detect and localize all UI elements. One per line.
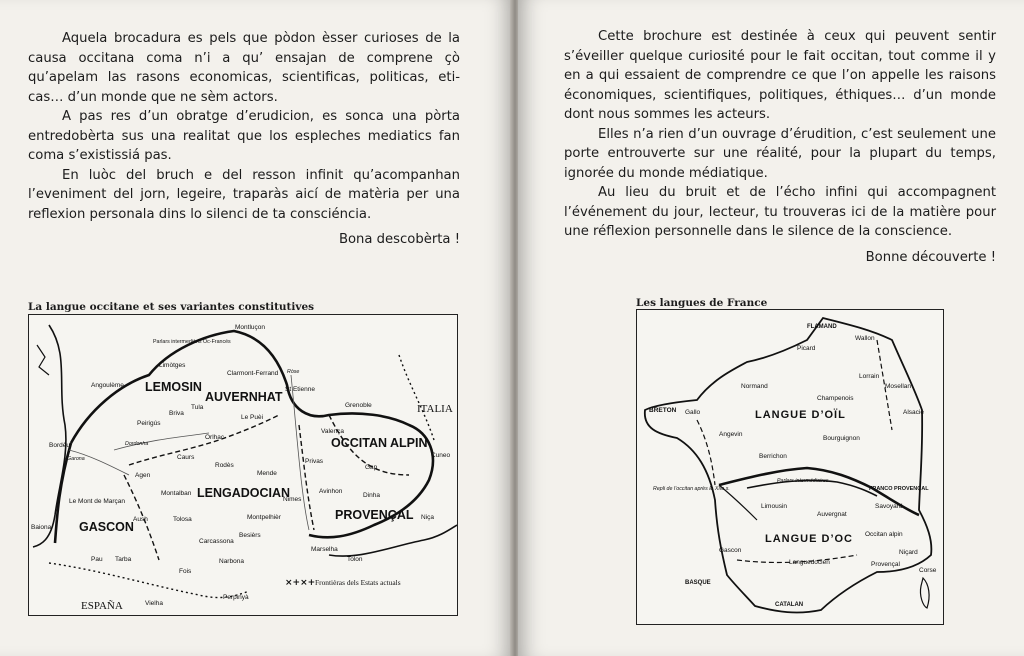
city-agen: Agen — [135, 472, 151, 479]
city-orlhac: Orlhac — [205, 434, 225, 441]
dialect-alsacien: Alsacie — [903, 409, 924, 416]
river-rose — [291, 375, 309, 530]
parlars-intermediaris: Parlars intermediàris Oc-Francés — [153, 339, 231, 345]
dialect-lorrain: Lorrain — [859, 373, 880, 380]
dialect-gascon: Gascon — [719, 547, 742, 554]
city-valenca: Valença — [321, 428, 345, 435]
city-bordeu: Bordèu — [49, 442, 70, 449]
atlantic-coast — [33, 325, 66, 547]
dialect-franco-provencal: FRANCO PROVENÇAL — [869, 486, 929, 492]
dialect-basque: BASQUE — [685, 580, 711, 586]
region-occitan-alpin: OCCITAN ALPIN — [331, 436, 428, 450]
region-gascon: GASCON — [79, 520, 134, 534]
city-vielha: Vielha — [145, 600, 163, 607]
city-montlucon: Montluçon — [235, 324, 265, 331]
left-paragraph-1: Aquela brocadura es pels que pòdon èsser curioses de la causa occitana coma n’i a qu’ ensajan de comprene çò qu’apelam las rasons economicas, scientificas, politicas, eti-cas… d’un monde que ne sèm actors. — [28, 31, 460, 105]
island-outline — [37, 345, 49, 375]
city-fois: Fois — [179, 568, 192, 575]
city-perpinya: Perpinyà — [223, 594, 249, 601]
region-auvernhat: AUVERNHAT — [205, 390, 283, 404]
dialect-wallon: Wallon — [855, 335, 875, 342]
city-mont-de-marcan: Le Mont de Marçan — [69, 498, 126, 505]
repli-note: Repli de l’occitan après le XIIe s. — [653, 486, 730, 492]
dialect-provencal: Provençal — [871, 561, 900, 568]
right-paragraph-2: Elles n’a rien d’un ouvrage d’érudition, c’est seulement une porte entrouverte sur une réalité, pour la plupart du temps, ignorée du monde médiatique. — [564, 126, 996, 181]
city-briva: Briva — [169, 410, 184, 417]
dialect-champenois: Champenois — [817, 395, 854, 402]
parlers-intermediaires: Parlers intermédiaires — [777, 478, 829, 484]
occitan-map-graphic — [29, 315, 457, 615]
city-pau: Pau — [91, 556, 103, 563]
city-privas: Privas — [305, 458, 324, 465]
dialect-mosellan: Mosellan — [885, 383, 912, 390]
left-paragraph-3: En luòc del bruch e del resson infinit qu’acompanhan l’eveniment del jorn, legeire, traparàs aicí de matèria per una reflexion personala dins lo silenci de ta consciéncia. — [28, 167, 460, 222]
france-outline — [645, 318, 932, 613]
dialect-catalan: CATALAN — [775, 602, 804, 608]
italian-border — [399, 355, 434, 440]
city-tolon: Tolon — [347, 556, 363, 563]
legend-border-symbol: ×+×+ — [285, 578, 316, 588]
city-narbona: Narbona — [219, 558, 244, 565]
dialect-languedocien: Languedocien — [789, 559, 830, 566]
city-grenoble: Grenoble — [345, 402, 372, 409]
lang-oc: LANGUE D’OC — [765, 533, 853, 545]
dialect-corse: Corse — [919, 567, 937, 574]
dialect-berrichon: Berrichon — [759, 453, 787, 460]
city-limotges: Limòtges — [159, 362, 186, 369]
breton-border — [697, 420, 715, 485]
corsica-outline — [920, 578, 929, 608]
city-montpelhier: Montpelhièr — [247, 514, 281, 521]
dialect-auvergnat: Auvergnat — [817, 511, 847, 518]
label-italia: ITALIA — [417, 403, 453, 415]
city-baiona: Baiona — [31, 524, 52, 531]
occitan-limit — [71, 331, 433, 537]
right-paragraph-1: Cette brochure est destinée à ceux qui peuvent sentir s’éveiller quelque curiosité pour le fait occitan, tout comme il y en a qui essaient de comprendre ce que l’on appelle les raisons économiques, scientifiques, politiques, éthiques… d’un monde dont nous sommes les acteurs. — [564, 29, 996, 122]
right-page — [518, 0, 1024, 656]
mediterranean-coast — [329, 525, 457, 556]
dialect-nicard: Niçard — [899, 549, 918, 556]
label-espana: ESPAÑA — [81, 600, 123, 612]
city-labels — [31, 324, 451, 607]
city-tula: Tula — [191, 404, 204, 411]
city-dinha: Dinha — [363, 492, 380, 499]
city-avinhon: Avinhon — [319, 488, 343, 495]
left-map-title: La langue occitane et ses variantes constitutives — [28, 301, 315, 313]
dialect-normand: Normand — [741, 383, 768, 390]
city-clarmont: Clarmont-Ferrand — [227, 370, 279, 377]
city-tolosa: Tolosa — [173, 516, 192, 523]
city-tarba: Tarba — [115, 556, 132, 563]
river-garona — [69, 450, 129, 475]
city-aush: Aush — [133, 516, 148, 523]
city-carcassona: Carcassona — [199, 538, 234, 545]
left-signoff: Bona descobèrta ! — [338, 232, 460, 247]
dialect-labels — [649, 324, 937, 608]
legend-text: Frontièras dels Estats actuals — [315, 578, 401, 587]
right-page-text — [564, 27, 996, 267]
city-le-puei: Le Puèi — [241, 414, 264, 421]
lang-oil: LANGUE D’OÏL — [755, 409, 846, 421]
city-peirigus: Peirigús — [137, 420, 161, 427]
city-caurs: Caurs — [177, 454, 195, 461]
city-marselha: Marselha — [311, 546, 338, 553]
right-paragraph-3: Au lieu du bruit et de l’écho infini qui accompagnent l’événement du jour, lecteur, tu trouveras ici de la matière pour une réflexion personnelle dans le silence de la conscience. — [564, 185, 996, 239]
dialect-limousin: Limousin — [761, 503, 788, 510]
city-mende: Mende — [257, 470, 277, 477]
label-rose: Ròse — [287, 369, 300, 375]
city-nimes: Nimes — [283, 496, 302, 503]
dialect-flamand: FLAMAND — [807, 324, 837, 330]
city-nica: Niça — [421, 514, 435, 521]
right-signoff: Bonne découverte ! — [865, 249, 996, 265]
france-languages-map — [636, 309, 944, 625]
dialect-angevin: Angevin — [719, 431, 743, 438]
city-cuneo: Cuneo — [431, 452, 451, 459]
left-page-text — [28, 29, 460, 250]
france-map-graphic — [637, 310, 943, 624]
dialect-bourguignon: Bourguignon — [823, 435, 860, 442]
dialect-gallo: Gallo — [685, 409, 701, 416]
occitan-map — [28, 314, 458, 616]
spanish-border — [49, 563, 249, 598]
left-paragraph-2: A pas res d’un obratge d’erudicion, es sonca una pòrta entredobèrta sus una realitat que los espleches mediatics fan coma s’existissiá pas. — [28, 109, 460, 163]
dialect-savoyard: Savoyard — [875, 503, 903, 510]
label-garona: Garona — [67, 456, 85, 462]
label-dordonha: Dordonha — [125, 441, 149, 447]
city-angouleme: Angoulème — [91, 382, 124, 389]
city-montalban: Montalban — [161, 490, 192, 497]
city-besiers: Besièrs — [239, 532, 261, 539]
right-map-title: Les langues de France — [636, 297, 768, 309]
city-rodes: Rodès — [215, 462, 234, 469]
region-lengadocian: LENGADOCIAN — [197, 486, 291, 500]
dialect-breton: BRETON — [649, 407, 677, 414]
city-st-etienne: St Etienne — [285, 386, 315, 393]
region-provencal: PROVENÇAL — [335, 508, 414, 522]
region-lemosin: LEMOSIN — [145, 380, 202, 394]
dialect-picard: Picard — [797, 345, 816, 352]
city-gap: Gap — [365, 464, 378, 471]
dialect-occitan-alpin: Occitan alpin — [865, 531, 903, 538]
